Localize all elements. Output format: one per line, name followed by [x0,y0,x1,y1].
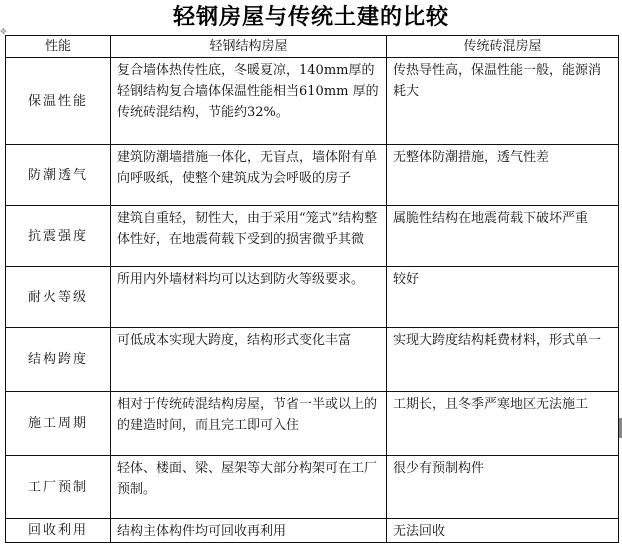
property-cell: 保温性能 [6,58,111,145]
light-steel-cell: 所用内外墙材料均可以达到防火等级要求。 [111,267,387,328]
table-row [6,456,619,519]
light-steel-cell: 建筑自重轻，韧性大，由于采用“笼式”结构整体性好，在地震荷载下受到的损害微乎其微 [111,206,387,267]
property-cell: 结构跨度 [6,328,111,392]
table-row [6,392,619,456]
property-cell: 耐火等级 [6,267,111,328]
property-cell: 施工周期 [6,392,111,456]
page-title: 轻钢房屋与传统土建的比较 [172,4,449,30]
traditional-cell: 很少有预制构件 [387,456,619,519]
table-row [6,145,619,206]
property-cell: 抗震强度 [6,206,111,267]
traditional-cell: 实现大跨度结构耗费材料，形式单一 [387,328,619,392]
traditional-cell: 无整体防潮措施，透气性差 [387,145,619,206]
header-traditional: 传统砖混房屋 [387,36,619,58]
property-cell: 防潮透气 [6,145,111,206]
light-steel-cell: 结构主体构件均可回收再利用 [111,519,387,543]
table-row [6,328,619,392]
table-row [6,58,619,145]
light-steel-cell: 建筑防潮墙措施一体化，无盲点，墙体附有单向呼吸纸，使整个建筑成为会呼吸的房子 [111,145,387,206]
light-steel-cell: 可低成本实现大跨度，结构形式变化丰富 [111,328,387,392]
light-steel-cell: 轻体、楼面、梁、屋架等大部分构架可在工厂预制。 [111,456,387,519]
light-steel-cell: 复合墙体热传性底，冬暖夏凉，140mm厚的轻钢结构复合墙体保温性能相当610mm 厚的传统砖混结构，节能约32%。 [111,58,387,145]
light-steel-cell: 相对于传统砖混结构房屋，节省一半或以上的的建造时间，而且完工即可入住 [111,392,387,456]
header-property: 性能 [6,36,111,58]
table-header-row [6,36,619,58]
comparison-table [5,35,619,543]
traditional-cell: 传热导性高，保温性能一般，能源消耗大 [387,58,619,145]
table-row [6,519,619,543]
property-cell: 工厂预制 [6,456,111,519]
traditional-cell: 较好 [387,267,619,328]
table-row [6,206,619,267]
table-row [6,267,619,328]
header-light-steel: 轻钢结构房屋 [111,36,387,58]
traditional-cell: 无法回收 [387,519,619,543]
property-cell: 回收利用 [6,519,111,543]
table-move-handle-icon[interactable]: ✥ [0,27,7,36]
traditional-cell: 属脆性结构在地震荷载下破坏严重 [387,206,619,267]
traditional-cell: 工期长，且冬季严寒地区无法施工 [387,392,619,456]
